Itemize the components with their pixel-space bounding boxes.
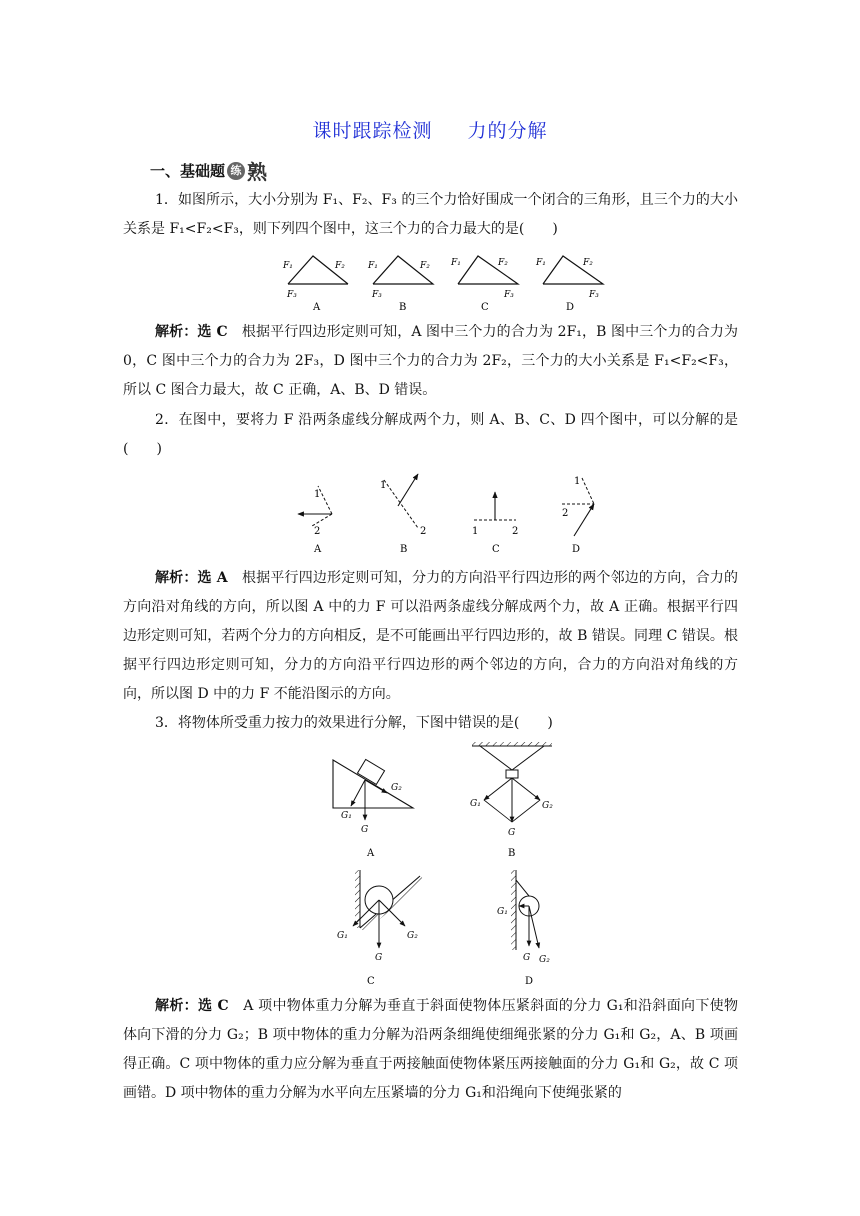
q1-b-f3: F₃: [372, 290, 382, 300]
q3-d-g: G: [523, 953, 531, 963]
q1-d-f2: F₂: [583, 258, 593, 268]
q2-d-1: 1: [574, 476, 581, 487]
q2-figure-c: [472, 492, 518, 555]
q1-c-f2: F₂: [498, 258, 508, 268]
q3-c-g: G: [375, 953, 383, 963]
q2-stem: 2．在图中，要将力 F 沿两条虚线分解成两个力，则 A、B、C、D 四个图中，可以分解的是( ): [123, 412, 738, 457]
q2-figure-d: [562, 476, 594, 555]
q2-figures: [290, 472, 610, 556]
q1-analysis-lead: 解析：选 C: [155, 324, 228, 340]
q3-d-label: D: [525, 976, 534, 987]
q3-figure-b: [470, 742, 553, 859]
section-badge-text: 熟: [247, 160, 268, 184]
q2-c-label: C: [492, 544, 500, 555]
q3-b-g2: G₂: [542, 801, 553, 811]
q2-figure-a: [298, 486, 332, 555]
q1-analysis-text: 根据平行四边形定则可知，A 图中三个力的合力为 2F₁，B 图中三个力的合力为 0，C 图中三个力的合力为 2F₃，D 图中三个力的合力为 2F₂，三个力的大小关系是 F₁<F₂<F₃，所以 C 图合力最大，故 C 正确，A、B、D 错误。: [123, 324, 738, 398]
q3-figure-a: [333, 759, 413, 859]
q1-figures: [278, 250, 618, 316]
section-heading: [150, 156, 267, 185]
q2-analysis-text: 根据平行四边形定则可知，分力的方向沿平行四边形的两个邻边的方向，合力的方向沿对角线的方向，所以图 A 中的力 F 可以沿两条虚线分解成两个力，故 A 正确。根据平行四边形定则可知，若两个分力的方向相反，是不可能画出平行四边形的，故 B 错误。同理 C 错误。根据平行四边形定则可知，分力的方向沿平行四边形的两个邻边的方向，合力的方向沿对角线的方向，所以图 D 中的力 F 不能沿图示的方向。: [123, 570, 738, 702]
q1-b-f1: F₁: [368, 261, 378, 271]
q2-b-2: 2: [420, 526, 427, 537]
q1-d-label: D: [566, 302, 575, 313]
q3-analysis-text: A 项中物体重力分解为垂直于斜面使物体压紧斜面的分力 G₁和沿斜面向下使物体向下滑的分力 G₂；B 项中物体的重力分解为沿两条细绳使细绳张紧的分力 G₁和 G₂，A、B 项画得正确。C 项中物体的重力应分解为垂直于两接触面使物体紧压两接触面的分力 G₁和 G₂，故 C 项画错。D 项中物体的重力分解为水平向左压紧墙的分力 G₁和沿绳向下使绳张紧的: [123, 998, 738, 1101]
q1-analysis: [123, 318, 738, 405]
q3-b-g1: G₁: [470, 799, 481, 809]
q3-a-g1: G₁: [341, 811, 352, 821]
q1-a-f2: F₂: [335, 261, 345, 271]
q2-c-1: 1: [472, 526, 479, 537]
q1-c-f3: F₃: [504, 290, 514, 300]
page-title: [0, 116, 860, 143]
q3-a-g: G: [361, 825, 369, 835]
q1-a-f1: F₁: [283, 261, 293, 271]
q3-c-label: C: [367, 976, 375, 987]
q1-c-label: C: [481, 302, 489, 313]
q3-b-label: B: [508, 848, 516, 859]
section-badge-icon: 练: [227, 162, 245, 180]
q1-b-f2: F₂: [420, 261, 430, 271]
q1-b-label: B: [399, 302, 407, 313]
q3-b-g: G: [508, 828, 516, 838]
q2-a-label: A: [314, 544, 322, 555]
q2-b-label: B: [400, 544, 408, 555]
q3-c-g1: G₁: [337, 931, 348, 941]
q3-figure-d: [497, 870, 550, 987]
q2-analysis-lead: 解析：选 A: [155, 570, 228, 586]
q1-d-f1: F₁: [536, 258, 546, 268]
q3-c-g2: G₂: [407, 931, 418, 941]
q2-b-1: 1: [380, 480, 387, 491]
q1-c-f1: F₁: [451, 258, 461, 268]
q2-c-2: 2: [512, 526, 519, 537]
title-left: 课时跟踪检测: [312, 120, 433, 142]
q2-d-label: D: [572, 544, 581, 555]
q1-stem: 1．如图所示，大小分别为 F₁、F₂、F₃ 的三个力恰好围成一个闭合的三角形，且三个力的大小关系是 F₁<F₂<F₃，则下列四个图中，这三个力的合力最大的是( ): [123, 192, 738, 237]
q3-figures: [325, 740, 565, 990]
q2-a-1: 1: [314, 489, 321, 500]
q1-figure-c: [450, 256, 518, 313]
q2-figure-b: [380, 474, 426, 555]
q2-analysis: [123, 564, 738, 709]
q1-d-f3: F₃: [589, 290, 599, 300]
q3-a-label: A: [367, 848, 375, 859]
q3-d-g1: G₁: [497, 907, 508, 917]
q3-analysis: [123, 992, 738, 1108]
q1-a-f3: F₃: [287, 290, 297, 300]
q2-d-2: 2: [562, 508, 569, 519]
q3-analysis-lead: 解析：选 C: [155, 998, 229, 1014]
q3-a-g2: G₂: [391, 783, 402, 793]
q1-figure-a: [282, 256, 348, 313]
q3-d-g2: G₂: [539, 955, 550, 965]
q2-a-2: 2: [314, 526, 321, 537]
q3-stem: 3．将物体所受重力按力的效果进行分解，下图中错误的是( ): [155, 715, 553, 731]
q1-figure-b: [367, 256, 433, 313]
q1-a-label: A: [313, 302, 321, 313]
section-label: 一、基础题: [150, 162, 226, 180]
title-right: 力的分解: [467, 120, 548, 142]
q1-figure-d: [535, 256, 603, 313]
q3-figure-c: [337, 870, 425, 987]
